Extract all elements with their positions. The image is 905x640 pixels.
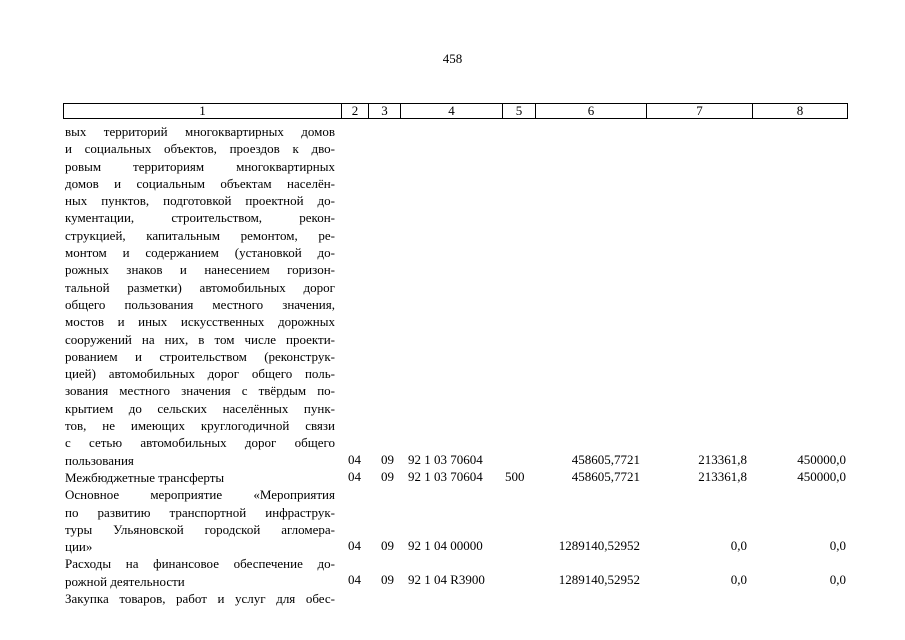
header-col-6: 6 xyxy=(535,104,646,118)
header-col-3: 3 xyxy=(368,104,400,118)
text-line: Основное мероприятие «Мероприятия xyxy=(65,487,335,503)
header-col-1: 1 xyxy=(199,103,206,118)
cell-col-5: 500 xyxy=(505,469,525,484)
text-line: кументации, строительством, рекон- xyxy=(65,210,335,226)
cell-col-8: 0,0 xyxy=(829,572,846,587)
cell-col-6: 458605,7721 xyxy=(571,452,640,467)
text-line: и социальных объектов, проездов к дво- xyxy=(65,141,335,157)
header-col-4: 4 xyxy=(400,104,502,118)
text-line: монтом и содержанием (установкой до- xyxy=(65,245,335,261)
text-line: сооружений на них, в том числе проекти- xyxy=(65,331,335,347)
text-line: крытием до сельских населённых пунк- xyxy=(65,400,335,416)
cell-col-4: 92 1 04 00000 xyxy=(408,538,483,553)
cell-col-4: 92 1 03 70604 xyxy=(408,452,483,467)
text-line: ции» xyxy=(65,539,93,555)
cell-col-2: 04 xyxy=(348,452,361,467)
table-row xyxy=(0,469,905,485)
text-line: струкцией, капитальным ремонтом, ре- xyxy=(65,227,335,243)
text-line: тов, не имеющих круглогодичной связи xyxy=(65,418,335,434)
cell-col-3: 09 xyxy=(381,572,394,587)
cell-col-4: 92 1 03 70604 xyxy=(408,469,483,484)
header-col-8: 8 xyxy=(752,104,847,118)
cell-col-7: 213361,8 xyxy=(698,452,747,467)
cell-col-2: 04 xyxy=(348,538,361,553)
header-col-2: 2 xyxy=(341,104,368,118)
cell-col-2: 04 xyxy=(348,469,361,484)
cell-col-8: 0,0 xyxy=(829,538,846,553)
cell-col-8: 450000,0 xyxy=(797,452,846,467)
cell-col-7: 213361,8 xyxy=(698,469,747,484)
text-line: общего пользования местного значения, xyxy=(65,296,335,312)
text-line: мостов и иных искусственных дорожных xyxy=(65,314,335,330)
cell-col-3: 09 xyxy=(381,538,394,553)
text-line: по развитию транспортной инфраструк- xyxy=(65,504,335,520)
cell-col-6: 1289140,52952 xyxy=(558,538,640,553)
cell-col-3: 09 xyxy=(381,469,394,484)
text-line: с сетью автомобильных дорог общего xyxy=(65,435,335,451)
text-line: зования местного значения с твёрдым по- xyxy=(65,383,335,399)
cell-col-6: 458605,7721 xyxy=(571,469,640,484)
text-line: домов и социальным объектам населён- xyxy=(65,175,335,191)
text-line: рожных знаков и нанесением горизон- xyxy=(65,262,335,278)
header-col-7: 7 xyxy=(646,104,752,118)
text-line: цией) автомобильных дорог общего поль- xyxy=(65,366,335,382)
text-line: туры Ульяновской городской агломера- xyxy=(65,521,335,537)
text-line: ровым территориям многоквартирных xyxy=(65,158,335,174)
table-row xyxy=(0,452,905,468)
cell-col-8: 450000,0 xyxy=(797,469,846,484)
text-line: Закупка товаров, работ и услуг для обес- xyxy=(65,591,335,607)
text-line: рованием и строительством (реконструк- xyxy=(65,348,335,364)
row-name-continuation xyxy=(65,123,335,607)
text-line: вых территорий многоквартирных домов xyxy=(65,124,335,139)
text-line: Расходы на финансовое обеспечение до- xyxy=(65,556,335,572)
cell-col-4: 92 1 04 R3900 xyxy=(408,572,485,587)
table-row xyxy=(0,538,905,554)
table-row xyxy=(0,572,905,588)
cell-col-7: 0,0 xyxy=(730,572,747,587)
text-line: ных пунктов, подготовкой проектной до- xyxy=(65,193,335,209)
text-line: рожной деятельности xyxy=(65,573,185,589)
table-header-row xyxy=(63,103,848,119)
row-name-transfers: Межбюджетные трансферты xyxy=(65,469,225,485)
cell-col-3: 09 xyxy=(381,452,394,467)
header-col-5: 5 xyxy=(502,104,535,118)
cell-col-6: 1289140,52952 xyxy=(558,572,640,587)
cell-col-7: 0,0 xyxy=(730,538,747,553)
page-number: 458 xyxy=(442,51,463,66)
text-line: тальной разметки) автомобильных дорог xyxy=(65,279,335,295)
text-line: пользования xyxy=(65,452,134,468)
cell-col-2: 04 xyxy=(348,572,361,587)
